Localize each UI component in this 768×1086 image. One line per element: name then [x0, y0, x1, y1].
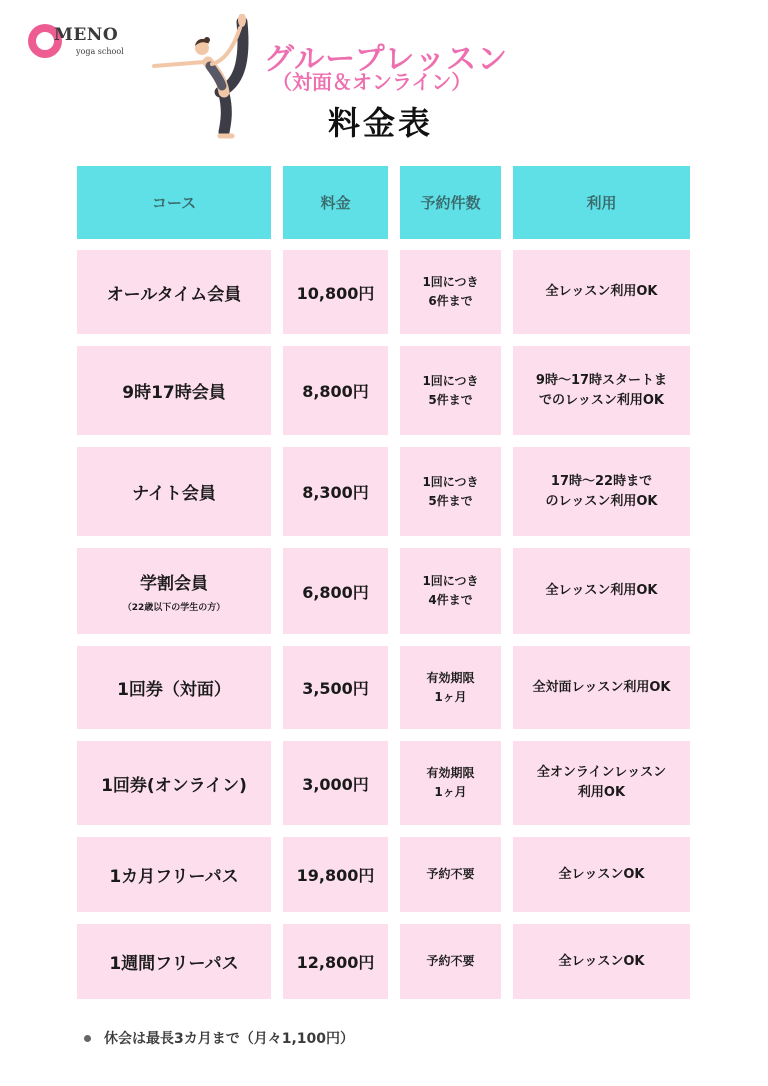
reservation-line: 有効期限 [426, 670, 475, 685]
usage-line: 全対面レッスン利用OK [532, 679, 671, 695]
bullet-dot [84, 1035, 91, 1042]
footnote [104, 1028, 354, 1048]
row-reservations [400, 346, 501, 435]
row-usage [513, 924, 690, 999]
logo-tagline: yoga school [76, 47, 124, 56]
reservation-line: 1回につき [422, 275, 479, 289]
row-course [77, 837, 271, 912]
usage-line: 9時〜17時スタートま [535, 372, 668, 388]
course-name: 1週間フリーパス [109, 954, 239, 974]
row-usage [513, 548, 690, 634]
row-course [77, 250, 271, 334]
header-reservations: 予約件数 [400, 166, 501, 239]
header-price: 料金 [283, 166, 388, 239]
row-price: 12,800円 [283, 924, 388, 999]
page-title: グループレッスン [264, 42, 509, 77]
row-price: 3,500円 [283, 646, 388, 729]
row-usage [513, 346, 690, 435]
usage-line: 全レッスン利用OK [545, 284, 658, 299]
row-course [77, 346, 271, 435]
reservation-line: 1回につき [422, 574, 479, 588]
row-price: 19,800円 [283, 837, 388, 912]
footnote-text: 休会は最長3カ月まで（月々1,100円） [104, 1031, 355, 1047]
row-reservations [400, 837, 501, 912]
page-heading: 料金表 [328, 104, 434, 142]
reservation-line: 5件まで [428, 392, 473, 407]
course-name: オールタイム会員 [106, 284, 242, 305]
course-name: 学割会員 [140, 574, 208, 594]
usage-line: 17時〜22時まで [550, 473, 653, 489]
row-reservations [400, 250, 501, 334]
row-usage [513, 646, 690, 729]
usage-line: 利用OK [577, 785, 626, 800]
row-price: 3,000円 [283, 741, 388, 825]
course-name: 9時17時会員 [122, 383, 226, 403]
logo-name: MENO [54, 25, 119, 45]
row-price: 6,800円 [283, 548, 388, 634]
reservation-line: 6件まで [428, 294, 473, 308]
yoga-pose-illustration [150, 14, 255, 140]
usage-line: 全レッスン利用OK [545, 583, 658, 598]
row-course [77, 741, 271, 825]
row-reservations [400, 924, 501, 999]
row-price: 8,300円 [283, 447, 388, 536]
row-reservations [400, 548, 501, 634]
usage-line: 全オンラインレッスン [536, 765, 667, 780]
reservation-line: 1ヶ月 [434, 785, 467, 799]
course-name: 1カ月フリーパス [109, 867, 239, 887]
row-price: 10,800円 [283, 250, 388, 334]
header-course: コース [77, 166, 271, 239]
row-usage [513, 447, 690, 536]
course-name: 1回券（対面） [117, 680, 231, 700]
reservation-line: 1回につき [422, 474, 479, 489]
row-price: 8,800円 [283, 346, 388, 435]
reservation-line: 1ヶ月 [434, 689, 467, 704]
reservation-line: 5件まで [428, 493, 473, 508]
reservation-line: 4件まで [428, 593, 473, 607]
course-name: 1回券(オンライン) [101, 775, 247, 796]
reservation-line: 予約不要 [426, 954, 475, 968]
row-usage [513, 741, 690, 825]
row-reservations [400, 741, 501, 825]
course-name: ナイト会員 [132, 484, 216, 504]
row-course [77, 548, 271, 634]
page-subtitle: （対面＆オンライン） [272, 70, 472, 94]
reservation-line: 予約不要 [426, 867, 475, 881]
usage-line: 全レッスンOK [558, 953, 645, 969]
usage-line: のレッスン利用OK [545, 493, 658, 509]
row-course [77, 447, 271, 536]
usage-line: 全レッスンOK [558, 866, 645, 882]
row-usage [513, 837, 690, 912]
row-course [77, 924, 271, 999]
reservation-line: 1回につき [422, 373, 479, 388]
usage-line: でのレッスン利用OK [539, 392, 664, 408]
row-reservations [400, 646, 501, 729]
row-usage [513, 250, 690, 334]
row-reservations [400, 447, 501, 536]
school-logo [28, 22, 138, 62]
row-course [77, 646, 271, 729]
course-note: （22歳以下の学生の方） [122, 603, 226, 613]
reservation-line: 有効期限 [426, 766, 475, 780]
header-usage: 利用 [513, 166, 690, 239]
